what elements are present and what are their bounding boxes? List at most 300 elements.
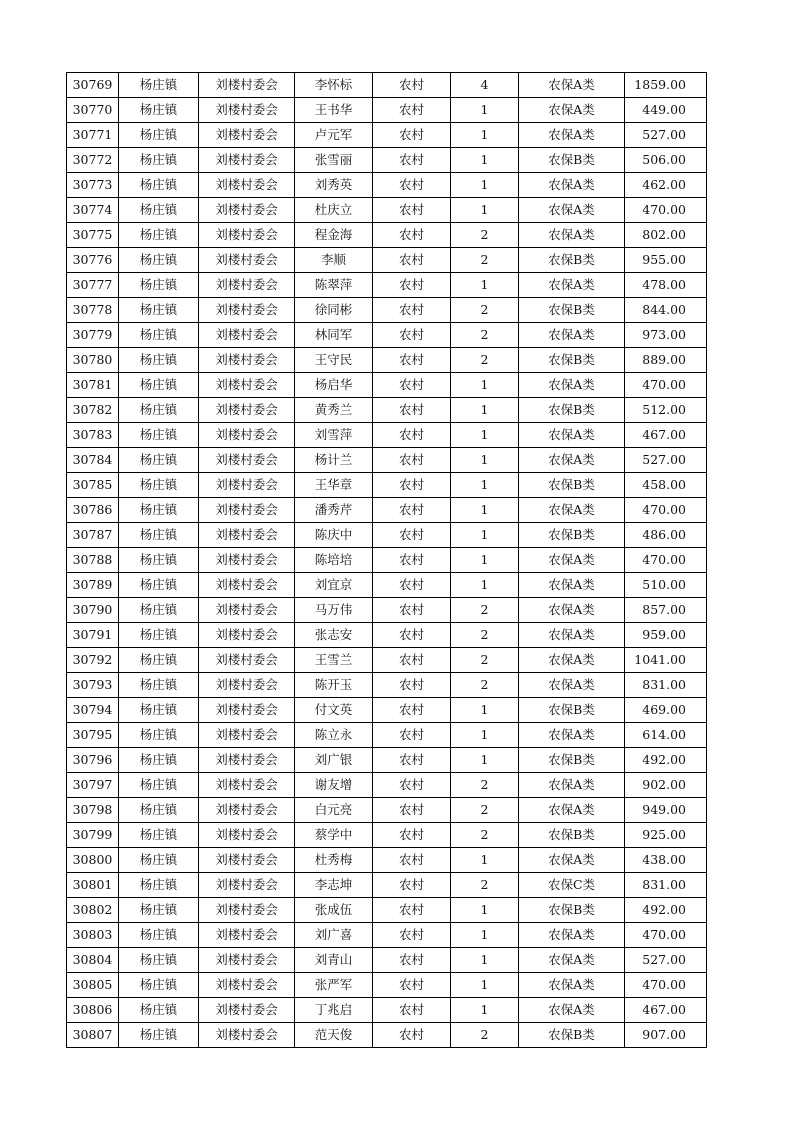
amount-cell: 527.00 <box>625 948 707 973</box>
town-cell: 杨庄镇 <box>119 823 199 848</box>
amount-cell: 470.00 <box>625 973 707 998</box>
town-cell: 杨庄镇 <box>119 1023 199 1048</box>
household-count-cell: 1 <box>451 848 519 873</box>
household-count-cell: 1 <box>451 948 519 973</box>
amount-cell: 949.00 <box>625 798 707 823</box>
area-type-cell: 农村 <box>373 423 451 448</box>
village-committee-cell: 刘楼村委会 <box>199 423 295 448</box>
village-committee-cell: 刘楼村委会 <box>199 923 295 948</box>
household-count-cell: 2 <box>451 223 519 248</box>
household-count-cell: 1 <box>451 98 519 123</box>
household-count-cell: 1 <box>451 698 519 723</box>
area-type-cell: 农村 <box>373 498 451 523</box>
area-type-cell: 农村 <box>373 123 451 148</box>
insurance-category-cell: 农保A类 <box>519 973 625 998</box>
area-type-cell: 农村 <box>373 198 451 223</box>
area-type-cell: 农村 <box>373 473 451 498</box>
amount-cell: 889.00 <box>625 348 707 373</box>
area-type-cell: 农村 <box>373 448 451 473</box>
name-cell: 丁兆启 <box>295 998 373 1023</box>
record-id-cell: 30792 <box>67 648 119 673</box>
town-cell: 杨庄镇 <box>119 673 199 698</box>
amount-cell: 470.00 <box>625 373 707 398</box>
insurance-category-cell: 农保B类 <box>519 748 625 773</box>
data-table <box>66 72 707 1048</box>
name-cell: 陈开玉 <box>295 673 373 698</box>
village-committee-cell: 刘楼村委会 <box>199 948 295 973</box>
table-row <box>67 248 707 273</box>
household-count-cell: 2 <box>451 348 519 373</box>
record-id-cell: 30779 <box>67 323 119 348</box>
amount-cell: 458.00 <box>625 473 707 498</box>
table-row <box>67 223 707 248</box>
amount-cell: 902.00 <box>625 773 707 798</box>
amount-cell: 844.00 <box>625 298 707 323</box>
record-id-cell: 30784 <box>67 448 119 473</box>
amount-cell: 470.00 <box>625 198 707 223</box>
household-count-cell: 2 <box>451 773 519 798</box>
amount-cell: 614.00 <box>625 723 707 748</box>
insurance-category-cell: 农保B类 <box>519 698 625 723</box>
household-count-cell: 1 <box>451 173 519 198</box>
name-cell: 陈庆中 <box>295 523 373 548</box>
insurance-category-cell: 农保B类 <box>519 1023 625 1048</box>
name-cell: 王守民 <box>295 348 373 373</box>
table-row <box>67 698 707 723</box>
record-id-cell: 30781 <box>67 373 119 398</box>
table-row <box>67 498 707 523</box>
village-committee-cell: 刘楼村委会 <box>199 648 295 673</box>
record-id-cell: 30789 <box>67 573 119 598</box>
name-cell: 张志安 <box>295 623 373 648</box>
insurance-category-cell: 农保A类 <box>519 98 625 123</box>
area-type-cell: 农村 <box>373 948 451 973</box>
household-count-cell: 4 <box>451 73 519 98</box>
table-row <box>67 348 707 373</box>
insurance-category-cell: 农保B类 <box>519 898 625 923</box>
amount-cell: 831.00 <box>625 873 707 898</box>
area-type-cell: 农村 <box>373 348 451 373</box>
household-count-cell: 1 <box>451 748 519 773</box>
area-type-cell: 农村 <box>373 998 451 1023</box>
village-committee-cell: 刘楼村委会 <box>199 173 295 198</box>
amount-cell: 1041.00 <box>625 648 707 673</box>
household-count-cell: 2 <box>451 248 519 273</box>
table-row <box>67 898 707 923</box>
table-row <box>67 98 707 123</box>
household-count-cell: 1 <box>451 123 519 148</box>
town-cell: 杨庄镇 <box>119 923 199 948</box>
record-id-cell: 30780 <box>67 348 119 373</box>
amount-cell: 512.00 <box>625 398 707 423</box>
town-cell: 杨庄镇 <box>119 523 199 548</box>
household-count-cell: 2 <box>451 823 519 848</box>
village-committee-cell: 刘楼村委会 <box>199 1023 295 1048</box>
insurance-category-cell: 农保A类 <box>519 923 625 948</box>
name-cell: 陈培培 <box>295 548 373 573</box>
village-committee-cell: 刘楼村委会 <box>199 273 295 298</box>
record-id-cell: 30775 <box>67 223 119 248</box>
table-row <box>67 373 707 398</box>
household-count-cell: 2 <box>451 623 519 648</box>
village-committee-cell: 刘楼村委会 <box>199 323 295 348</box>
area-type-cell: 农村 <box>373 673 451 698</box>
household-count-cell: 1 <box>451 373 519 398</box>
name-cell: 陈翠萍 <box>295 273 373 298</box>
record-id-cell: 30776 <box>67 248 119 273</box>
table-row <box>67 1023 707 1048</box>
area-type-cell: 农村 <box>373 798 451 823</box>
insurance-category-cell: 农保B类 <box>519 473 625 498</box>
household-count-cell: 1 <box>451 548 519 573</box>
record-id-cell: 30769 <box>67 73 119 98</box>
record-id-cell: 30804 <box>67 948 119 973</box>
area-type-cell: 农村 <box>373 98 451 123</box>
table-row <box>67 423 707 448</box>
insurance-category-cell: 农保A类 <box>519 223 625 248</box>
table-row <box>67 773 707 798</box>
household-count-cell: 1 <box>451 573 519 598</box>
record-id-cell: 30793 <box>67 673 119 698</box>
area-type-cell: 农村 <box>373 848 451 873</box>
record-id-cell: 30771 <box>67 123 119 148</box>
household-count-cell: 1 <box>451 148 519 173</box>
household-count-cell: 2 <box>451 798 519 823</box>
table-row <box>67 723 707 748</box>
record-id-cell: 30782 <box>67 398 119 423</box>
household-count-cell: 2 <box>451 873 519 898</box>
amount-cell: 907.00 <box>625 1023 707 1048</box>
insurance-category-cell: 农保B类 <box>519 348 625 373</box>
name-cell: 王雪兰 <box>295 648 373 673</box>
table-row <box>67 448 707 473</box>
town-cell: 杨庄镇 <box>119 573 199 598</box>
name-cell: 杜秀梅 <box>295 848 373 873</box>
name-cell: 徐同彬 <box>295 298 373 323</box>
village-committee-cell: 刘楼村委会 <box>199 198 295 223</box>
village-committee-cell: 刘楼村委会 <box>199 473 295 498</box>
town-cell: 杨庄镇 <box>119 698 199 723</box>
area-type-cell: 农村 <box>373 73 451 98</box>
name-cell: 张严军 <box>295 973 373 998</box>
record-id-cell: 30785 <box>67 473 119 498</box>
table-row <box>67 623 707 648</box>
town-cell: 杨庄镇 <box>119 473 199 498</box>
area-type-cell: 农村 <box>373 598 451 623</box>
table-row <box>67 323 707 348</box>
household-count-cell: 1 <box>451 973 519 998</box>
area-type-cell: 农村 <box>373 823 451 848</box>
name-cell: 潘秀芹 <box>295 498 373 523</box>
name-cell: 杨启华 <box>295 373 373 398</box>
insurance-category-cell: 农保A类 <box>519 723 625 748</box>
name-cell: 张成伍 <box>295 898 373 923</box>
table-row <box>67 173 707 198</box>
area-type-cell: 农村 <box>373 548 451 573</box>
area-type-cell: 农村 <box>373 923 451 948</box>
village-committee-cell: 刘楼村委会 <box>199 723 295 748</box>
insurance-category-cell: 农保A类 <box>519 998 625 1023</box>
table-row <box>67 848 707 873</box>
household-count-cell: 1 <box>451 898 519 923</box>
amount-cell: 959.00 <box>625 623 707 648</box>
table-row <box>67 648 707 673</box>
area-type-cell: 农村 <box>373 648 451 673</box>
name-cell: 付文英 <box>295 698 373 723</box>
record-id-cell: 30798 <box>67 798 119 823</box>
village-committee-cell: 刘楼村委会 <box>199 398 295 423</box>
town-cell: 杨庄镇 <box>119 548 199 573</box>
village-committee-cell: 刘楼村委会 <box>199 123 295 148</box>
area-type-cell: 农村 <box>373 898 451 923</box>
town-cell: 杨庄镇 <box>119 448 199 473</box>
table-row <box>67 948 707 973</box>
amount-cell: 467.00 <box>625 998 707 1023</box>
record-id-cell: 30773 <box>67 173 119 198</box>
insurance-category-cell: 农保A类 <box>519 573 625 598</box>
table-row <box>67 573 707 598</box>
insurance-category-cell: 农保A类 <box>519 173 625 198</box>
insurance-category-cell: 农保A类 <box>519 423 625 448</box>
area-type-cell: 农村 <box>373 273 451 298</box>
town-cell: 杨庄镇 <box>119 873 199 898</box>
name-cell: 刘秀英 <box>295 173 373 198</box>
record-id-cell: 30794 <box>67 698 119 723</box>
record-id-cell: 30800 <box>67 848 119 873</box>
name-cell: 张雪丽 <box>295 148 373 173</box>
table-row <box>67 73 707 98</box>
area-type-cell: 农村 <box>373 748 451 773</box>
record-id-cell: 30796 <box>67 748 119 773</box>
insurance-category-cell: 农保B类 <box>519 523 625 548</box>
table-row <box>67 123 707 148</box>
table-row <box>67 823 707 848</box>
insurance-category-cell: 农保A类 <box>519 773 625 798</box>
village-committee-cell: 刘楼村委会 <box>199 223 295 248</box>
household-count-cell: 2 <box>451 673 519 698</box>
household-count-cell: 1 <box>451 723 519 748</box>
household-count-cell: 1 <box>451 498 519 523</box>
amount-cell: 470.00 <box>625 923 707 948</box>
record-id-cell: 30801 <box>67 873 119 898</box>
area-type-cell: 农村 <box>373 373 451 398</box>
insurance-category-cell: 农保A类 <box>519 848 625 873</box>
amount-cell: 469.00 <box>625 698 707 723</box>
record-id-cell: 30803 <box>67 923 119 948</box>
village-committee-cell: 刘楼村委会 <box>199 98 295 123</box>
insurance-category-cell: 农保B类 <box>519 148 625 173</box>
town-cell: 杨庄镇 <box>119 623 199 648</box>
amount-cell: 462.00 <box>625 173 707 198</box>
insurance-category-cell: 农保C类 <box>519 873 625 898</box>
village-committee-cell: 刘楼村委会 <box>199 348 295 373</box>
amount-cell: 955.00 <box>625 248 707 273</box>
town-cell: 杨庄镇 <box>119 173 199 198</box>
village-committee-cell: 刘楼村委会 <box>199 823 295 848</box>
household-count-cell: 1 <box>451 523 519 548</box>
name-cell: 李怀标 <box>295 73 373 98</box>
insurance-category-cell: 农保A类 <box>519 598 625 623</box>
insurance-category-cell: 农保A类 <box>519 323 625 348</box>
amount-cell: 486.00 <box>625 523 707 548</box>
name-cell: 刘广喜 <box>295 923 373 948</box>
insurance-category-cell: 农保A类 <box>519 623 625 648</box>
town-cell: 杨庄镇 <box>119 898 199 923</box>
household-count-cell: 1 <box>451 273 519 298</box>
village-committee-cell: 刘楼村委会 <box>199 673 295 698</box>
table-row <box>67 198 707 223</box>
village-committee-cell: 刘楼村委会 <box>199 998 295 1023</box>
household-count-cell: 1 <box>451 398 519 423</box>
record-id-cell: 30777 <box>67 273 119 298</box>
record-id-cell: 30791 <box>67 623 119 648</box>
table-row <box>67 298 707 323</box>
area-type-cell: 农村 <box>373 248 451 273</box>
amount-cell: 467.00 <box>625 423 707 448</box>
insurance-category-cell: 农保A类 <box>519 648 625 673</box>
area-type-cell: 农村 <box>373 723 451 748</box>
area-type-cell: 农村 <box>373 398 451 423</box>
amount-cell: 802.00 <box>625 223 707 248</box>
town-cell: 杨庄镇 <box>119 373 199 398</box>
insurance-category-cell: 农保A类 <box>519 498 625 523</box>
village-committee-cell: 刘楼村委会 <box>199 898 295 923</box>
household-count-cell: 1 <box>451 448 519 473</box>
name-cell: 白元亮 <box>295 798 373 823</box>
village-committee-cell: 刘楼村委会 <box>199 523 295 548</box>
village-committee-cell: 刘楼村委会 <box>199 148 295 173</box>
table-row <box>67 973 707 998</box>
area-type-cell: 农村 <box>373 523 451 548</box>
amount-cell: 492.00 <box>625 898 707 923</box>
name-cell: 李顺 <box>295 248 373 273</box>
amount-cell: 478.00 <box>625 273 707 298</box>
record-id-cell: 30783 <box>67 423 119 448</box>
table-row <box>67 998 707 1023</box>
table-row <box>67 598 707 623</box>
village-committee-cell: 刘楼村委会 <box>199 773 295 798</box>
record-id-cell: 30799 <box>67 823 119 848</box>
insurance-category-cell: 农保A类 <box>519 198 625 223</box>
town-cell: 杨庄镇 <box>119 348 199 373</box>
name-cell: 王书华 <box>295 98 373 123</box>
insurance-category-cell: 农保B类 <box>519 298 625 323</box>
table-row <box>67 148 707 173</box>
table-row <box>67 473 707 498</box>
town-cell: 杨庄镇 <box>119 73 199 98</box>
household-count-cell: 2 <box>451 323 519 348</box>
area-type-cell: 农村 <box>373 323 451 348</box>
household-count-cell: 1 <box>451 923 519 948</box>
table-row <box>67 273 707 298</box>
table-row <box>67 748 707 773</box>
record-id-cell: 30788 <box>67 548 119 573</box>
amount-cell: 527.00 <box>625 123 707 148</box>
amount-cell: 510.00 <box>625 573 707 598</box>
area-type-cell: 农村 <box>373 623 451 648</box>
area-type-cell: 农村 <box>373 223 451 248</box>
amount-cell: 470.00 <box>625 548 707 573</box>
record-id-cell: 30790 <box>67 598 119 623</box>
village-committee-cell: 刘楼村委会 <box>199 373 295 398</box>
village-committee-cell: 刘楼村委会 <box>199 498 295 523</box>
village-committee-cell: 刘楼村委会 <box>199 573 295 598</box>
town-cell: 杨庄镇 <box>119 148 199 173</box>
household-count-cell: 2 <box>451 648 519 673</box>
town-cell: 杨庄镇 <box>119 423 199 448</box>
insurance-category-cell: 农保A类 <box>519 948 625 973</box>
household-count-cell: 2 <box>451 298 519 323</box>
village-committee-cell: 刘楼村委会 <box>199 248 295 273</box>
town-cell: 杨庄镇 <box>119 998 199 1023</box>
name-cell: 杨计兰 <box>295 448 373 473</box>
name-cell: 范天俊 <box>295 1023 373 1048</box>
household-count-cell: 2 <box>451 598 519 623</box>
amount-cell: 973.00 <box>625 323 707 348</box>
household-count-cell: 1 <box>451 473 519 498</box>
amount-cell: 1859.00 <box>625 73 707 98</box>
name-cell: 刘广银 <box>295 748 373 773</box>
town-cell: 杨庄镇 <box>119 223 199 248</box>
village-committee-cell: 刘楼村委会 <box>199 623 295 648</box>
name-cell: 刘青山 <box>295 948 373 973</box>
record-id-cell: 30806 <box>67 998 119 1023</box>
town-cell: 杨庄镇 <box>119 648 199 673</box>
town-cell: 杨庄镇 <box>119 723 199 748</box>
name-cell: 杜庆立 <box>295 198 373 223</box>
record-id-cell: 30786 <box>67 498 119 523</box>
amount-cell: 925.00 <box>625 823 707 848</box>
insurance-category-cell: 农保A类 <box>519 448 625 473</box>
name-cell: 黄秀兰 <box>295 398 373 423</box>
village-committee-cell: 刘楼村委会 <box>199 448 295 473</box>
area-type-cell: 农村 <box>373 973 451 998</box>
record-id-cell: 30774 <box>67 198 119 223</box>
household-count-cell: 1 <box>451 198 519 223</box>
area-type-cell: 农村 <box>373 573 451 598</box>
village-committee-cell: 刘楼村委会 <box>199 798 295 823</box>
area-type-cell: 农村 <box>373 873 451 898</box>
village-committee-cell: 刘楼村委会 <box>199 848 295 873</box>
town-cell: 杨庄镇 <box>119 798 199 823</box>
table-row <box>67 548 707 573</box>
insurance-category-cell: 农保B类 <box>519 398 625 423</box>
record-id-cell: 30802 <box>67 898 119 923</box>
name-cell: 谢友增 <box>295 773 373 798</box>
town-cell: 杨庄镇 <box>119 973 199 998</box>
town-cell: 杨庄镇 <box>119 848 199 873</box>
amount-cell: 831.00 <box>625 673 707 698</box>
village-committee-cell: 刘楼村委会 <box>199 548 295 573</box>
record-id-cell: 30795 <box>67 723 119 748</box>
table-row <box>67 523 707 548</box>
table-row <box>67 798 707 823</box>
name-cell: 李志坤 <box>295 873 373 898</box>
town-cell: 杨庄镇 <box>119 948 199 973</box>
area-type-cell: 农村 <box>373 698 451 723</box>
town-cell: 杨庄镇 <box>119 98 199 123</box>
record-id-cell: 30778 <box>67 298 119 323</box>
household-count-cell: 2 <box>451 1023 519 1048</box>
village-committee-cell: 刘楼村委会 <box>199 73 295 98</box>
village-committee-cell: 刘楼村委会 <box>199 698 295 723</box>
record-id-cell: 30787 <box>67 523 119 548</box>
insurance-category-cell: 农保A类 <box>519 673 625 698</box>
village-committee-cell: 刘楼村委会 <box>199 973 295 998</box>
town-cell: 杨庄镇 <box>119 748 199 773</box>
town-cell: 杨庄镇 <box>119 198 199 223</box>
insurance-category-cell: 农保A类 <box>519 373 625 398</box>
